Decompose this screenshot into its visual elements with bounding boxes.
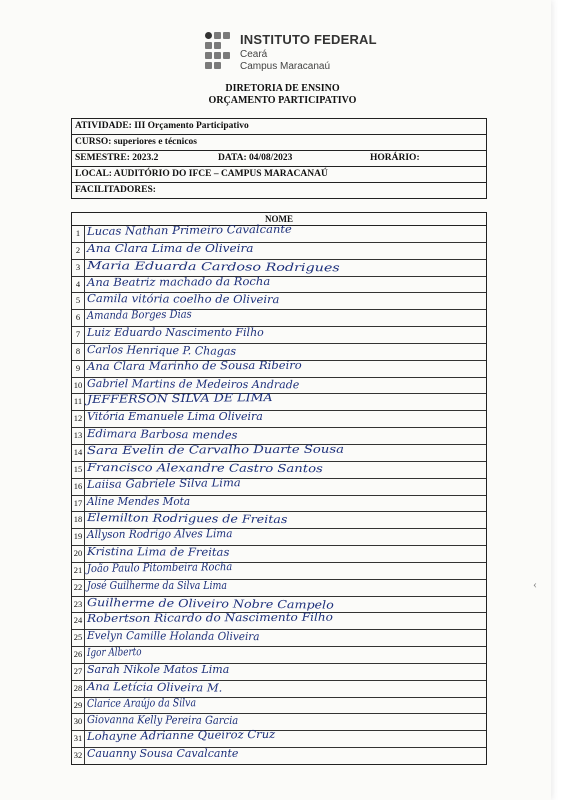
row-number: 21 [72,563,85,579]
handwritten-name: Cauanny Sousa Cavalcante [87,747,239,761]
list-item [72,748,486,764]
list-item [72,243,486,260]
handwritten-name: Amanda Borges Dias [86,307,192,323]
info-dates-row [72,151,486,167]
list-item [72,222,486,243]
attendance-list [71,212,487,765]
row-number: 29 [72,698,85,714]
row-number: 19 [72,529,85,545]
list-item [72,391,486,411]
handwritten-name: Ana Clara Lima de Oliveira [87,241,254,255]
list-item [72,580,486,597]
handwritten-name: Igor Alberto [86,645,142,660]
row-number: 22 [72,580,85,596]
handwritten-name: Lohayne Adrianne Queiroz Cruz [86,728,276,744]
handwritten-name: Carlos Henrique P. Chagas [86,342,237,358]
list-item [72,512,486,529]
row-number: 15 [72,462,85,478]
row-number: 13 [72,428,85,444]
handwritten-name: Luiz Eduardo Nascimento Filho [87,326,264,340]
handwritten-name: Laiisa Gabriele Silva Lima [86,475,241,491]
info-semestre: SEMESTRE: 2023.2 [75,153,159,163]
program-title: ORÇAMENTO PARTICIPATIVO [208,95,357,106]
handwritten-name: Sara Evelin de Carvalho Duarte Sousa [86,442,345,457]
institution-state: Ceará [240,49,268,60]
list-item [72,559,486,580]
handwritten-name: Evelyn Camille Holanda Oliveira [86,629,260,644]
list-item [72,475,486,496]
row-number: 23 [72,597,85,613]
institution-name: INSTITUTO FEDERAL [240,32,377,47]
handwritten-name: Lucas Nathan Primeiro Cavalcante [86,222,292,238]
row-number: 28 [72,681,85,697]
handwritten-name: Aline Mendes Mota [87,494,191,508]
handwritten-name: Robertson Ricardo do Nascimento Filho [86,611,333,626]
info-horario: HORÁRIO: [370,153,420,163]
list-item [72,260,486,277]
list-item [72,681,486,698]
handwritten-name: Edimara Barbosa mendes [86,427,238,442]
row-number: 6 [72,310,85,326]
handwritten-name: Gabriel Martins de Medeiros Andrade [86,376,300,391]
list-item [72,647,486,664]
directorate-title: DIRETORIA DE ENSINO [225,83,340,94]
handwritten-name: Ana Beatriz machado da Rocha [86,274,271,289]
row-number: 27 [72,664,85,680]
list-item [72,462,486,479]
list-item [72,307,486,327]
handwritten-name: Clarice Araújo da Silva [86,695,197,710]
row-number: 20 [72,546,85,562]
row-number: 5 [72,293,85,309]
row-number: 16 [72,479,85,495]
list-item [72,442,486,462]
handwritten-name: José Guilherme da Silva Lima [87,578,227,592]
list-item [72,274,486,294]
row-number: 32 [72,748,85,764]
institution-campus: Campus Maracanaú [240,61,331,72]
handwritten-name: Giovanna Kelly Pereira Garcia [86,713,239,728]
activity-info-table [71,118,487,199]
margin-mark: ‹ [533,577,537,591]
handwritten-name: Allyson Rodrigo Alves Lima [86,527,233,542]
row-number: 25 [72,630,85,646]
list-item [72,496,486,513]
if-logo-icon [205,32,233,72]
list-item [72,728,486,748]
handwritten-name: Elemilton Rodrigues de Freitas [86,511,288,527]
handwritten-name: João Paulo Pitombeira Rocha [86,559,233,575]
row-number: 26 [72,647,85,663]
row-number: 3 [72,260,85,276]
info-local: LOCAL: AUDITÓRIO DO IFCE – CAMPUS MARACANAÚ [72,167,486,183]
row-number: 8 [72,344,85,360]
handwritten-name: Maria Eduarda Cardoso Rodrigues [86,258,340,275]
row-number: 12 [72,411,85,427]
row-number: 1 [72,226,85,242]
row-number: 9 [72,361,85,377]
handwritten-name: Francisco Alexandre Castro Santos [86,460,323,476]
info-curso: CURSO: superiores e técnicos [72,135,486,151]
row-number: 31 [72,731,85,747]
row-number: 17 [72,496,85,512]
list-item [72,695,486,715]
row-number: 7 [72,327,85,343]
row-number: 4 [72,277,85,293]
row-number: 18 [72,512,85,528]
handwritten-name: JEFFERSON SILVA DE LIMA [86,391,273,407]
list-item [72,613,486,630]
list-item [72,664,486,681]
list-item [72,327,486,344]
list-item [72,529,486,546]
row-number: 30 [72,714,85,730]
row-number: 11 [72,394,85,410]
row-number: 2 [72,243,85,259]
list-item [72,411,486,428]
list-item [72,358,486,378]
row-number: 24 [72,613,85,629]
list-header: NOME [72,213,486,226]
handwritten-name: Sarah Nikole Matos Lima [87,662,230,676]
list-item [72,546,486,563]
info-data: DATA: 04/08/2023 [218,153,293,163]
handwritten-name: Vitória Emanuele Lima Oliveira [87,410,263,424]
info-atividade: ATIVIDADE: III Orçamento Participativo [72,119,486,135]
handwritten-name: Kristina Lima de Freitas [86,545,230,559]
row-number: 10 [72,378,85,394]
handwritten-name: Camila vitória coelho de Oliveira [86,292,280,307]
row-number: 14 [72,445,85,461]
handwritten-name: Guilherme de Oliveiro Nobre Campelo [86,595,334,612]
institution-logo [205,30,375,76]
handwritten-name: Ana Clara Marinho de Sousa Ribeiro [86,358,302,373]
info-facilitadores: FACILITADORES: [72,183,486,199]
handwritten-name: Ana Letícia Oliveira M. [86,679,223,695]
